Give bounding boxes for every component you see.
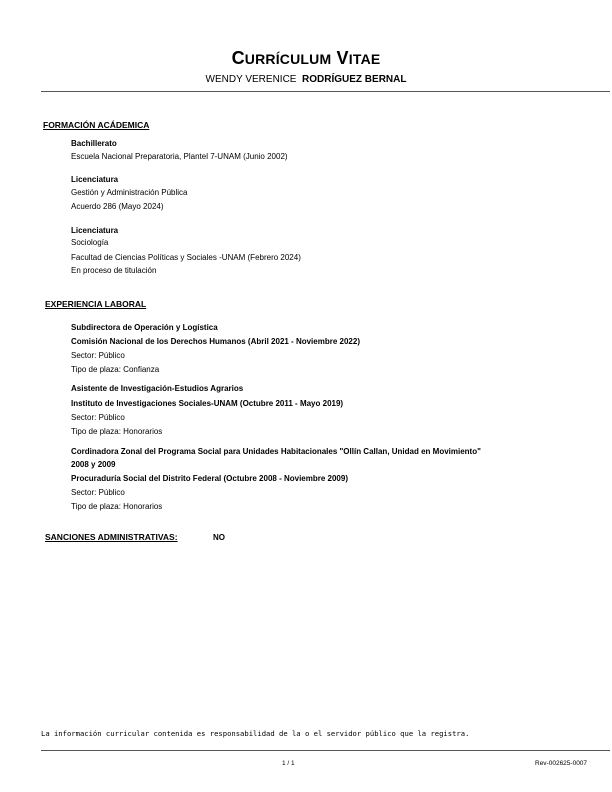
- job-plaza: Tipo de plaza: Honorarios: [71, 427, 163, 436]
- job-organization: Instituto de Investigaciones Sociales-UNAM (Octubre 2011 - Mayo 2019): [71, 399, 344, 408]
- sanctions-label: SANCIONES ADMINISTRATIVAS:: [45, 532, 178, 542]
- job-sector: Sector: Público: [71, 488, 125, 497]
- experience-heading: EXPERIENCIA LABORAL: [45, 299, 147, 309]
- education-detail: En proceso de titulación: [71, 266, 157, 275]
- job-organization: Procuraduría Social del Distrito Federal (Octubre 2008 - Noviembre 2009): [71, 474, 348, 483]
- education-detail: Facultad de Ciencias Políticas y Sociales -UNAM (Febrero 2024): [71, 253, 301, 262]
- person-name: [0, 74, 612, 85]
- footer-divider: [41, 750, 610, 751]
- job-sector: Sector: Público: [71, 413, 125, 422]
- education-detail: Sociología: [71, 238, 109, 247]
- given-names: WENDY VERENICE: [205, 74, 297, 85]
- education-degree-1: Bachillerato: [71, 139, 117, 148]
- page-number: 1 / 1: [282, 760, 295, 767]
- header-divider: [41, 91, 610, 92]
- surnames: RODRÍGUEZ BERNAL: [302, 74, 407, 85]
- education-detail: Gestión y Administración Pública: [71, 188, 188, 197]
- job-title: Asistente de Investigación-Estudios Agrarios: [71, 384, 244, 393]
- education-heading: FORMACIÓN ACÁDEMICA: [43, 120, 150, 130]
- education-detail: Acuerdo 286 (Mayo 2024): [71, 202, 164, 211]
- sanctions-value: NO: [213, 533, 225, 542]
- education-degree-3: Licenciatura: [71, 226, 119, 235]
- education-detail: Escuela Nacional Preparatoria, Plantel 7-UNAM (Junio 2002): [71, 152, 288, 161]
- job-title: Subdirectora de Operación y Logística: [71, 323, 218, 332]
- job-plaza: Tipo de plaza: Confianza: [71, 365, 160, 374]
- education-degree-2: Licenciatura: [71, 175, 119, 184]
- revision-code: Rev-002625-0007: [535, 760, 588, 767]
- job-organization: Comisión Nacional de los Derechos Humanos (Abril 2021 - Noviembre 2022): [71, 337, 360, 346]
- job-sector: Sector: Público: [71, 351, 125, 360]
- document-title: CURRÍCULUM VITAE: [231, 48, 381, 68]
- job-plaza: Tipo de plaza: Honorarios: [71, 502, 163, 511]
- disclaimer: La información curricular contenida es responsabilidad de la o el servidor público que la registra.: [41, 729, 470, 738]
- job-title-continued: 2008 y 2009: [71, 460, 116, 469]
- job-title: Cordinadora Zonal del Programa Social para Unidades Habitacionales "Ollín Callan, Unidad en Movimiento": [71, 447, 481, 456]
